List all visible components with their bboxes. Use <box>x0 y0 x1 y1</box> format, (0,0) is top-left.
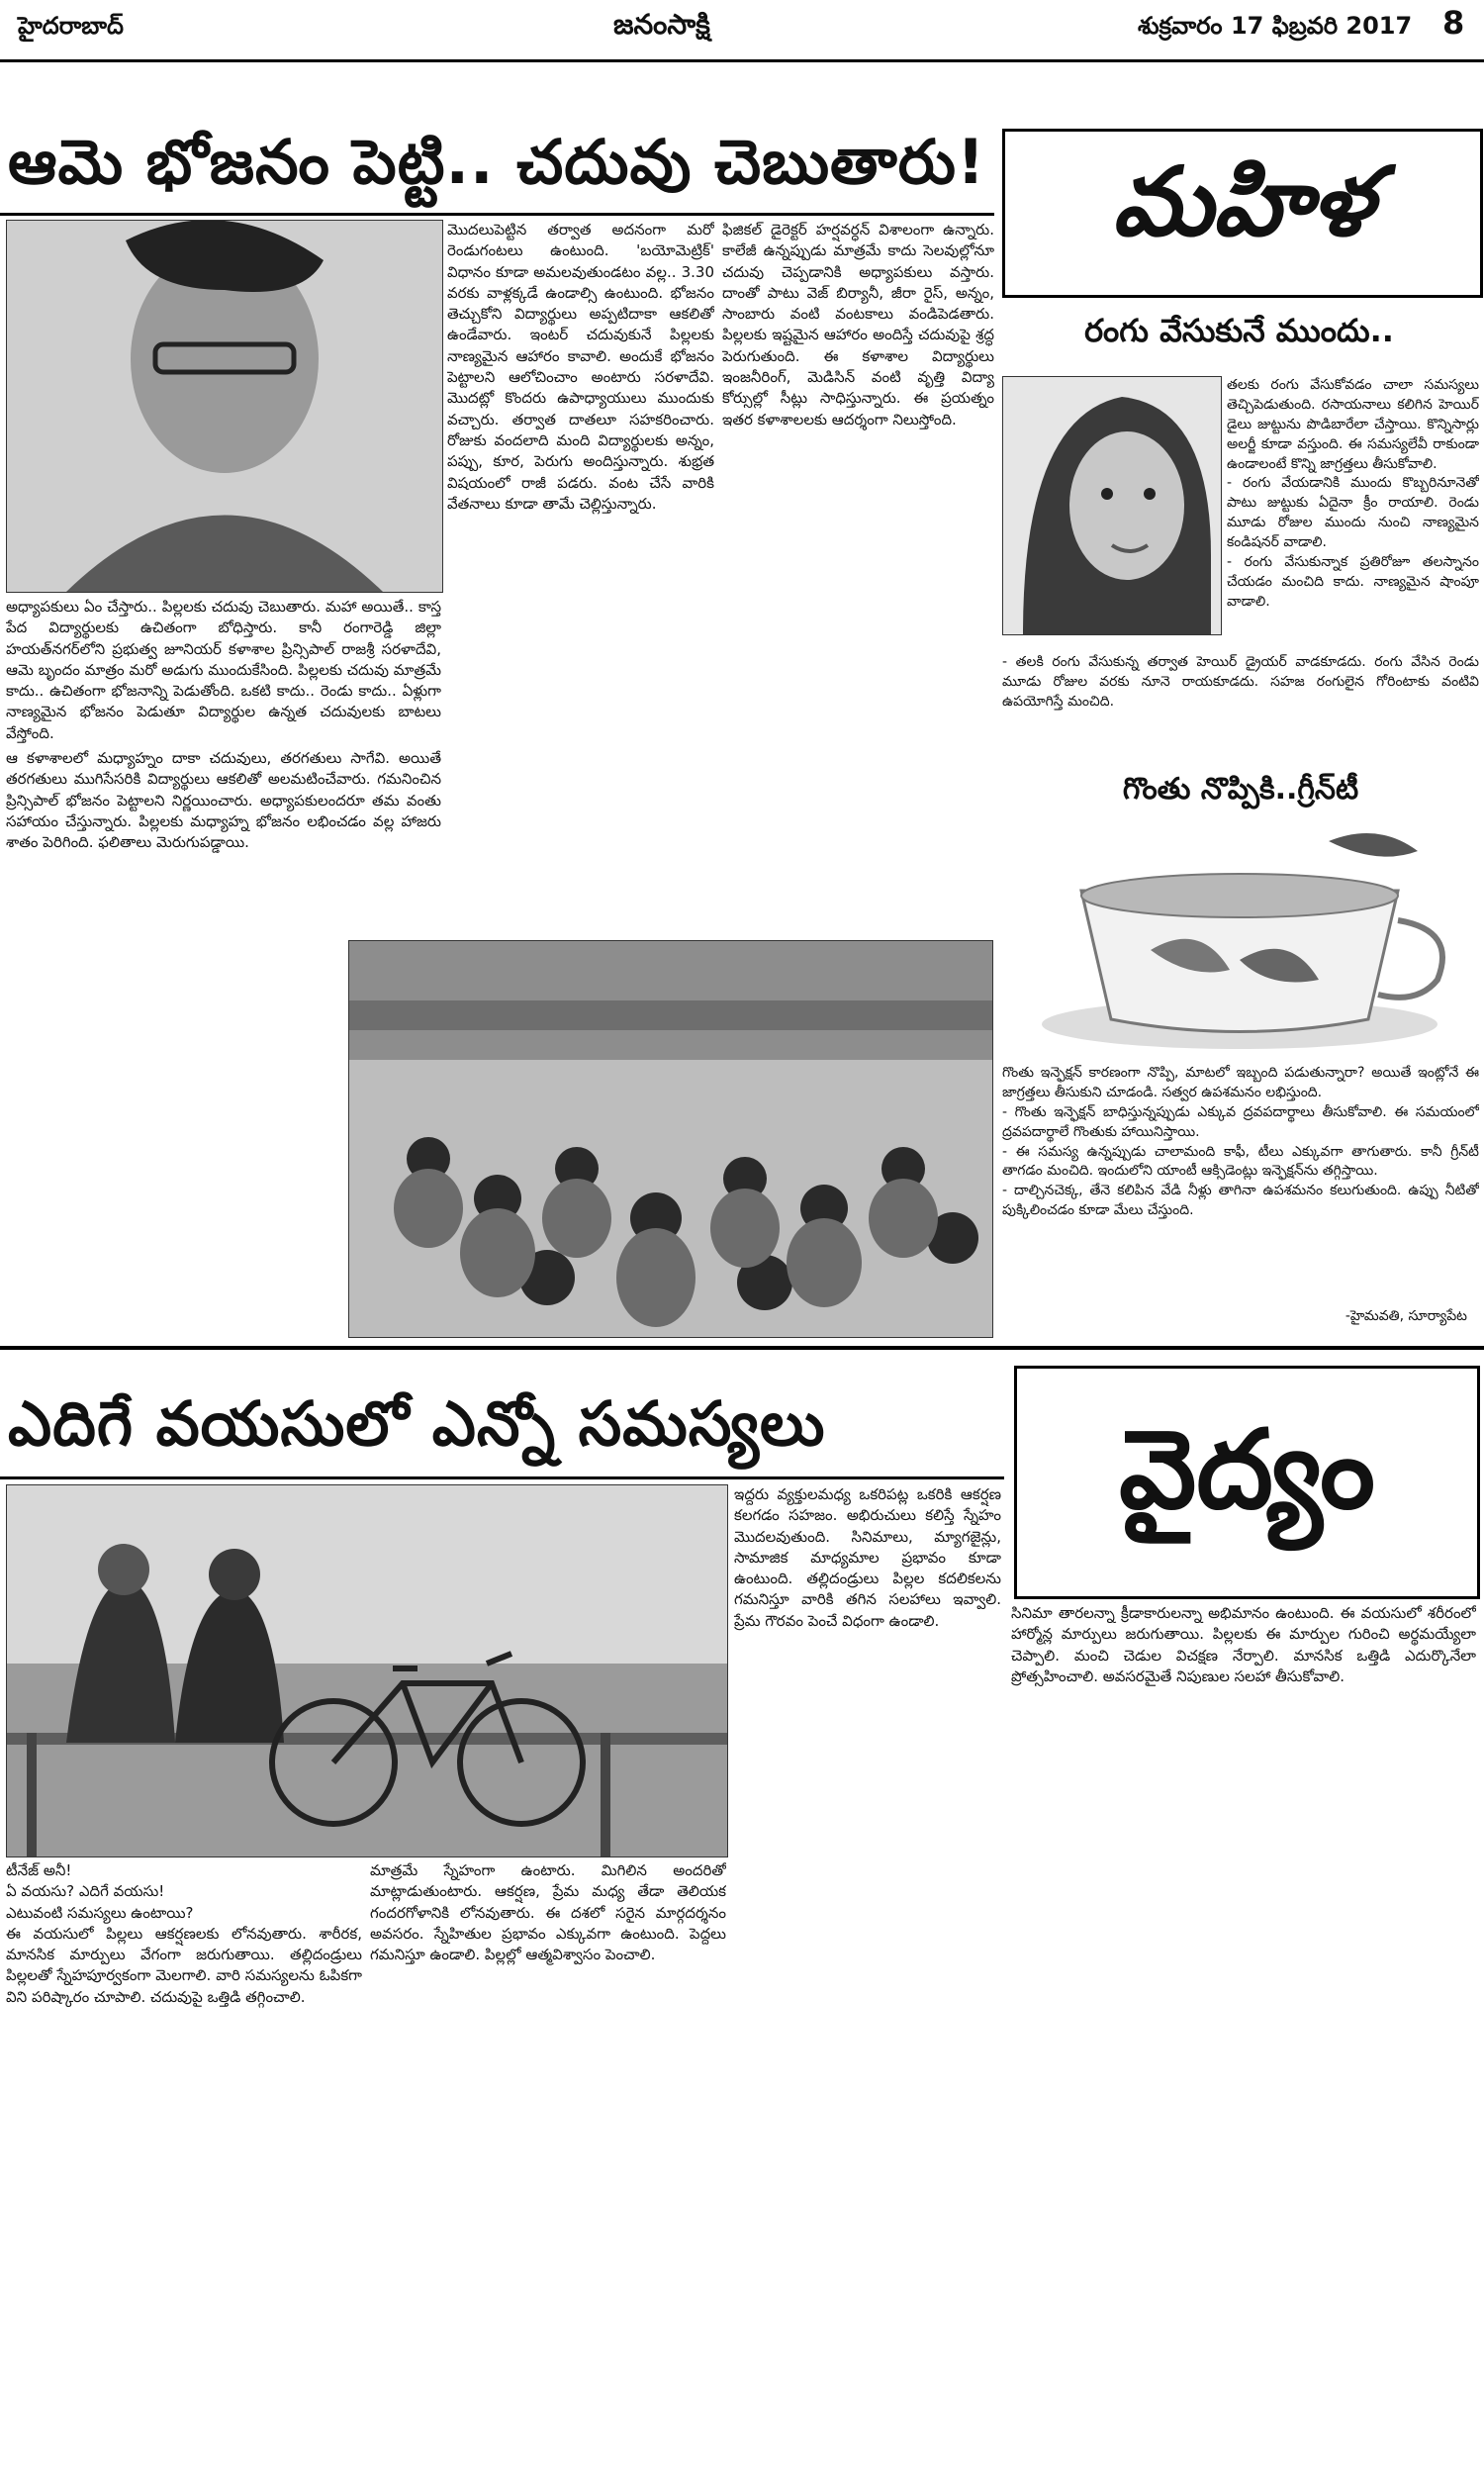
story2-rule <box>0 1476 1004 1479</box>
tea-byline: -హైమవతి, సూర్యాపేట <box>1345 1308 1467 1324</box>
story2-column-2: మాత్రమే స్నేహంగా ఉంటారు. మిగిలిన అందరితో మాట్లాడుతుంటారు. ఆకర్షణ, ప్రేమ మధ్య తేడా తెలియక గందరగోళానికి లోనవుతారు. ఈ దశలో సరైన మార్గదర్శనం అవసరం. స్నేహితుల ప్రభావం ఎక్కువగా ఉంటుంది. పెద్దలు గమనిస్తూ ఉండాలి. పిల్లల్లో ఆత్మవిశ్వాసం పెంచాలి. <box>370 1861 726 1964</box>
masthead-city: హైదరాబాద్ <box>18 12 124 40</box>
page-number: 8 <box>1442 4 1465 42</box>
story1-column-1-text: అధ్యాపకులు ఏం చేస్తారు.. పిల్లలకు చదువు చెబుతారు. మహా అయితే.. కాస్త పేద విద్యార్థులకు ఉచితంగా బోధిస్తారు. కానీ రంగారెడ్డి జిల్లా హయత్‌నగర్‌లోని ప్రభుత్వ జూనియర్ కళాశాల ప్రిన్సిపాల్ రాజశ్రీ సరళాదేవి, ఆమె బృందం మాత్రం మరో అడుగు ముందుకేసింది. పిల్లలకు చదువు మాత్రమే కాదు.. ఉచితంగా భోజనాన్ని పెడుతోంది. ఒకటి కాదు.. రెండు కాదు.. ఏళ్లుగా నాణ్యమైన భోజనం పెడుతూ విద్యార్థుల ఉన్నత చదువులకు బాటలు వేస్తోంది. <box>6 598 441 742</box>
story2-column-4: సినిమా తారలన్నా క్రీడాకారులన్నా అభిమానం ఉంటుంది. ఈ వయసులో శరీరంలో హార్మోన్ల మార్పులు జరుగుతాయి. పిల్లలకు ఈ మార్పుల గురించి అర్థమయ్యేలా చెప్పాలి. మంచి చెడుల విచక్షణ నేర్పాలి. మానసిక ఒత్తిడి ఎదుర్కొనేలా ప్రోత్సహించాలి. అవసరమైతే నిపుణుల సలహా తీసుకోవాలి. <box>1011 1604 1476 1685</box>
story1-rule <box>0 213 994 216</box>
mahila-body-text: తలకు రంగు వేసుకోవడం చాలా సమస్యలు తెచ్చిపెడుతుంది. రసాయనాలు కలిగిన హెయిర్ డైలు జుట్టును పొడిబారేలా చేస్తాయి. కొన్నిసార్లు అలర్జీ కూడా వస్తుంది. ఈ సమస్యలేవీ రాకుండా ఉండాలంటే కొన్ని జాగ్రత్తలు తీసుకోవాలి. - రంగు వేయడానికి ముందు కొబ్బరినూనెతో పాటు జుట్టుకు ఏదైనా క్రీం రాయాలి. రెండు మూడు రోజుల ముందు నుంచి నాణ్యమైన కండిషనర్ వాడాలి. - రంగు వేసుకున్నాక ప్రతిరోజూ తలస్నానం చేయడం మంచిది కాదు. నాణ్యమైన షాంపూ వాడాలి. <box>1227 377 1479 610</box>
masthead-paper-name: జనంసాక్షి <box>613 8 710 41</box>
mahila-subhead: రంగు వేసుకునే ముందు.. <box>1084 312 1394 349</box>
masthead-divider <box>0 59 1484 62</box>
woman-portrait-photo <box>1002 376 1222 635</box>
mahila-body-text-2: - తలకి రంగు వేసుకున్న తర్వాత హెయిర్ డ్రైయర్ వాడకూడదు. రంగు వేసిన రెండు మూడు రోజుల వరకు నూనె రాయకూడదు. సహజ రంగులైన గోరింటాకు వంటివి ఉపయోగిస్తే మంచిది. <box>1002 654 1479 710</box>
story2-column-3: ఇద్దరు వ్యక్తులమధ్య ఒకరిపట్ల ఒకరికి ఆకర్షణ కలగడం సహజం. అభిరుచులు కలిస్తే స్నేహం మొదలవుతుంది. సినిమాలు, మ్యాగజైన్లు, సామాజిక మాధ్యమాల ప్రభావం కూడా ఉంటుంది. తల్లిదండ్రులు పిల్లల కదలికలను గమనిస్తూ వారికి తగిన సలహాలు ఇవ్వాలి. ప్రేమ గౌరవం పెంచే విధంగా ఉండాలి. <box>734 1485 1001 1630</box>
story1-column-1b-text: ఆ కళాశాలలో మధ్యాహ్నం దాకా చదువులు, తరగతులు సాగేవి. అయితే తరగతులు ముగిసేసరికి విద్యార్థులు ఆకలితో అలమటించేవారు. గమనించిన ప్రిన్సిపాల్ భోజనం పెట్టాలని నిర్ణయించారు. అధ్యాపకులందరూ తమ వంతు సహాయం చేస్తున్నారు. పిల్లలకు మధ్యాహ్న భోజనం లభించడం వల్ల హాజరు శాతం పెరిగింది. ఫలితాలు మెరుగుపడ్డాయి. <box>6 749 441 852</box>
section-divider <box>0 1346 1484 1350</box>
tea-subhead: గొంతు నొప్పికి..గ్రీన్‌టీ <box>1122 772 1359 807</box>
vaidyam-section-logo: వైద్యం <box>1014 1366 1480 1599</box>
tea-body-text: గొంతు ఇన్ఫెక్షన్ కారణంగా నొప్పి, మాటలో ఇబ్బంది పడుతున్నారా? అయితే ఇంట్లోనే ఈ జాగ్రత్తలు తీసుకుని చూడండి. సత్వర ఉపశమనం లభిస్తుంది. - గొంతు ఇన్ఫెక్షన్ బాధిస్తున్నప్పుడు ఎక్కువ ద్రవపదార్థాలు తీసుకోవాలి. ఈ సమయంలో ద్రవపదార్థాలే గొంతుకు హాయినిస్తాయి. - ఈ సమస్య ఉన్నప్పుడు చాలామంది కాఫీ, టీలు ఎక్కువగా తాగుతారు. కానీ గ్రీన్‌టీ తాగడం మంచిది. ఇందులోని యాంటీ ఆక్సిడెంట్లు ఇన్ఫెక్షన్‌ను తగ్గిస్తాయి. - దాల్చినచెక్క, తేనె కలిపిన వేడి నీళ్లు తాగినా ఉపశమనం కలుగుతుంది. ఉప్పు నీటితో పుక్కిలించడం కూడా మేలు చేస్తుంది. <box>1002 1065 1479 1219</box>
couple-bicycle-photo <box>6 1484 728 1857</box>
story1-column-3: ఫిజికల్ డైరెక్టర్ హర్షవర్ధన్ విశాలంగా ఉన్నారు. కాలేజీ ఉన్నప్పుడు మాత్రమే కాదు సెలవుల్లోనూ చదువు చెప్పడానికి అధ్యాపకులు వస్తారు. దాంతో పాటు వెజ్ బిర్యానీ, జీరా రైస్, అన్నం, సాంబారు వంటి వంటకాలు వండిపెడతారు. పిల్లలకు ఇష్టమైన ఆహారం అందిస్తే చదువుపై శ్రద్ధ పెరుగుతుంది. ఈ కళాశాల విద్యార్థులు ఇంజనీరింగ్, మెడిసిన్ వంటి వృత్తి విద్యా కోర్సుల్లో సీట్లు సాధిస్తున్నారు. ఈ ప్రయత్నం ఇతర కళాశాలలకు ఆదర్శంగా నిలుస్తోంది. <box>722 221 994 428</box>
green-tea-cup-photo <box>1002 821 1479 1059</box>
story2-column-1: టీనేజ్ అనీ! ఏ వయసు? ఎదిగే వయసు! ఎటువంటి సమస్యలు ఉంటాయి? ఈ వయసులో పిల్లలు ఆకర్షణలకు లోనవుతారు. శారీరక, మానసిక మార్పులు వేగంగా జరుగుతాయి. తల్లిదండ్రులు పిల్లలతో స్నేహపూర్వకంగా మెలగాలి. వారి సమస్యలను ఓపికగా విని పరిష్కారం చూపాలి. చదువుపై ఒత్తిడి తగ్గించాలి. <box>6 1861 362 2006</box>
masthead-date: శుక్రవారం 17 ఫిబ్రవరి 2017 <box>1138 12 1413 40</box>
story2-headline: ఎదిగే వయసులో ఎన్నో సమస్యలు <box>8 1387 826 1460</box>
story1-column-2: మొదలుపెట్టిన తర్వాత అదనంగా మరో రెండుగంటలు ఉంటుంది. 'బయోమెట్రిక్' విధానం కూడా అమలవుతుండటం వల్ల.. 3.30 వరకు వాళ్లక్కడే ఉండాల్సి ఉంటుంది. భోజనం తెచ్చుకోని విద్యార్థులు అప్పటిదాకా ఆకలితో ఉండేవారు. ఇంటర్ చదువుకునే పిల్లలకు నాణ్యమైన ఆహారం కావాలి. అందుకే భోజనం పెట్టాలని ఆలోచించాం అంటారు సరళాదేవి. మొదట్లో కొందరు ఉపాధ్యాయులు ముందుకు వచ్చారు. తర్వాత దాతలూ సహకరించారు. రోజుకు వందలాది మంది విద్యార్థులకు అన్నం, పప్పు, కూర, పెరుగు అందిస్తున్నారు. శుభ్రత విషయంలో రాజీ పడరు. వంట చేసే వారికి వేతనాలు కూడా తామే చెల్లిస్తున్నారు. <box>447 221 714 513</box>
story1-headline: ఆమె భోజనం పెట్టి.. చదువు చెబుతారు! <box>8 126 986 198</box>
mahila-section-logo: మహిళ <box>1002 129 1483 298</box>
portrait-photo <box>6 220 443 593</box>
students-group-photo <box>348 940 993 1338</box>
